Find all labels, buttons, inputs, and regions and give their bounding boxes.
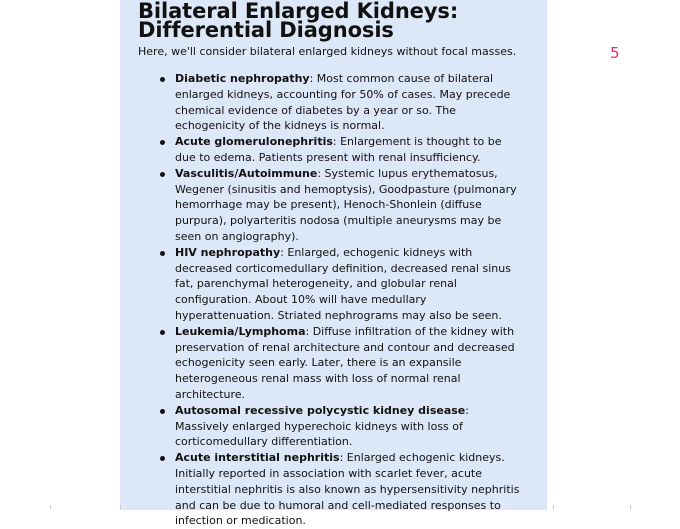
item-text: : Enlargement is thought to be due to edema. Patients present with renal insufficiency. [175, 135, 502, 164]
item-text: : Systemic lupus erythematosus, Wegener (sinusitis and hemoptysis), Goodpasture (pulmonary hemorrhage may be present), Henoch-Shonlein (diffuse purpura), polyarteritis nodosa (multiple aneurysms may be seen on angiography). [175, 166, 517, 243]
bullet-icon [160, 140, 165, 145]
bullet-icon [160, 77, 165, 82]
list-item [160, 71, 525, 134]
slide-title-line-2: Differential Diagnosis [138, 18, 394, 42]
item-term: Leukemia/Lymphoma [175, 324, 306, 338]
bullet-icon [160, 172, 165, 177]
page-number: 5 [610, 44, 620, 62]
list-item [160, 324, 525, 403]
item-text: : Enlarged, echogenic kidneys with decreased corticomedullary definition, decreased renal sinus fat, parenchymal heterogeneity, and globular renal configuration. About 10% will have medullary hyperattenuation. Striated nephrograms may also be seen. [175, 245, 511, 322]
page-edge-tick [630, 505, 631, 509]
slide-title-line-1: Bilateral Enlarged Kidneys: [138, 0, 459, 23]
list-item [160, 166, 525, 245]
bullet-icon [160, 251, 165, 256]
bullet-icon [160, 456, 165, 461]
item-term: Acute glomerulonephritis [175, 135, 333, 149]
bullet-icon [160, 409, 165, 414]
item-text: : Most common cause of bilateral enlarged kidneys, accounting for 50% of cases. May precede chemical evidence of diabetes by a year or so. The echogenicity of the kidneys is normal. [175, 72, 511, 133]
list-item [160, 450, 525, 529]
item-term: Vasculitis/Autoimmune [175, 166, 318, 180]
item-text: : Enlarged echogenic kidneys. Initially reported in association with scarlet fever, acute interstitial nephritis is also known as hypersensitivity nephritis and can be due to humoral and cell-mediated responses to infection or medication. [175, 451, 520, 528]
page-edge-tick [50, 505, 51, 509]
item-term: Diabetic nephropathy [175, 72, 310, 85]
list-item [160, 403, 525, 450]
list-item [160, 245, 525, 324]
item-term: Autosomal recessive polycystic kidney disease [175, 403, 466, 417]
slide-title [138, 2, 543, 40]
item-text: : Massively enlarged hyperechoic kidneys with loss of corticomedullary differentiation. [175, 403, 469, 449]
bullet-icon [160, 330, 165, 335]
slide-intro: Here, we'll consider bilateral enlarged kidneys without focal masses. [138, 45, 517, 58]
page-edge-tick [120, 505, 121, 509]
item-term: Acute interstitial nephritis [175, 451, 340, 465]
list-item [160, 134, 525, 166]
page-edge-tick [553, 505, 554, 509]
item-text: : Diffuse infiltration of the kidney with preservation of renal architecture and contour and decreased echogenicity seen early. Later, there is an expansile heterogeneous renal mass with loss of normal renal architecture. [175, 324, 515, 401]
diagnosis-list [160, 71, 525, 529]
item-term: HIV nephropathy [175, 245, 281, 259]
